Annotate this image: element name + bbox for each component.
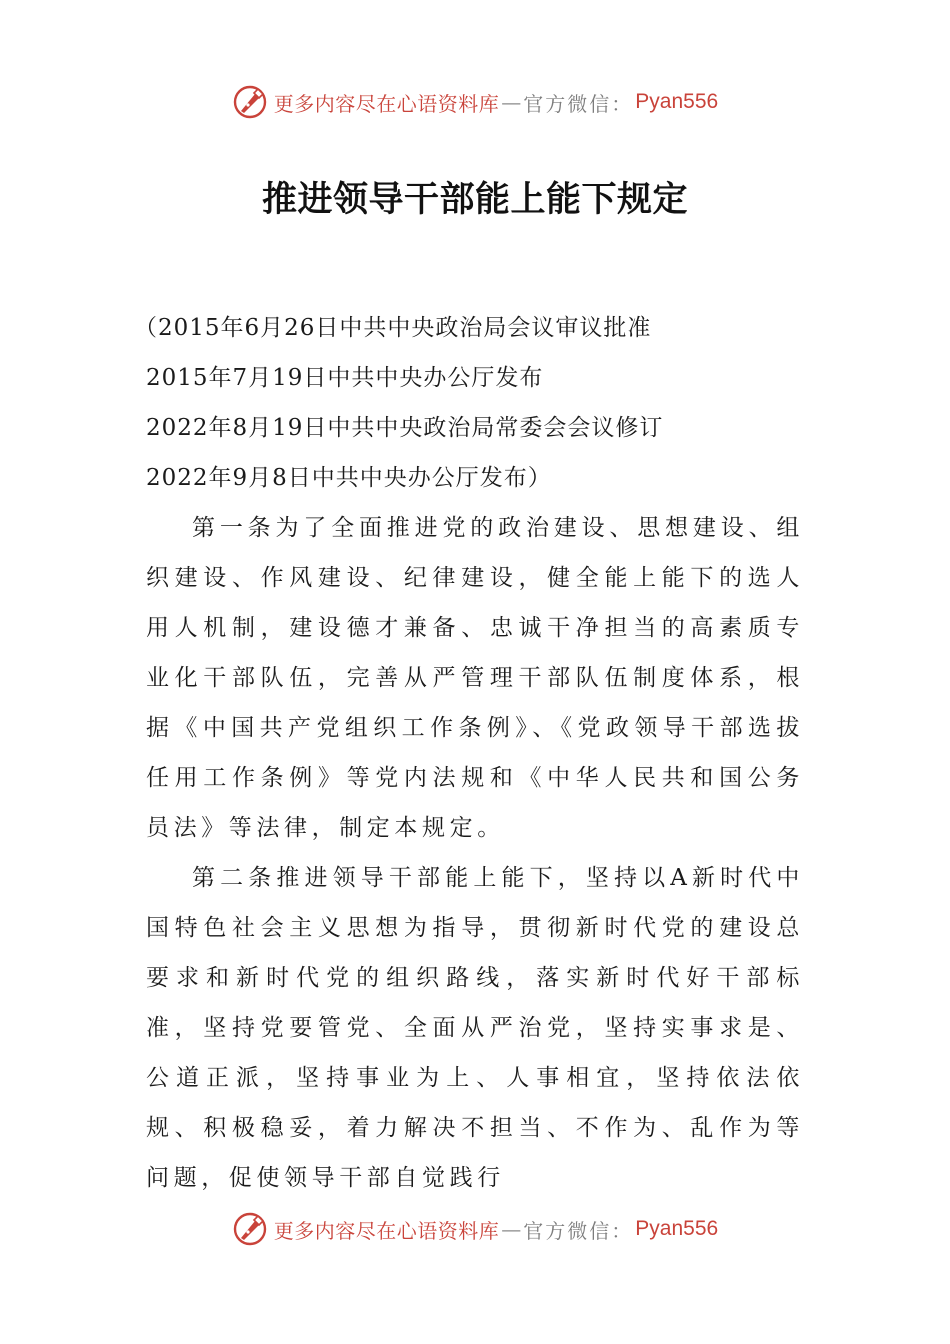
- pen-nib-icon: [232, 1211, 268, 1247]
- pen-nib-icon: [232, 84, 268, 120]
- watermark-wechat-label: 官方微信：: [523, 91, 634, 116]
- meta-line: 2022年8月19日中共中央政治局常委会会议修订: [146, 415, 664, 441]
- document-body: [134, 303, 804, 1203]
- meta-line: （2015年6月26日中共中央政治局会议审议批准: [134, 315, 652, 341]
- document-title: 推进领导干部能上能下规定: [261, 180, 688, 220]
- watermark-wechat-id: Pyan556: [635, 1217, 719, 1240]
- watermark-banner-bottom: [0, 1207, 950, 1251]
- article-paragraph: 第一条为了全面推进党的政治建设、思想建设、组织建设、作风建设、纪律建设，健全能上能下的选人用人机制，建设德才兼备、忠诚干净担当的高素质专业化干部队伍，完善从严管理干部队伍制度体系，根据《中国共产党组织工作条例》、《党政领导干部选拔任用工作条例》等党内法规和《中华人民共和国公务员法》等法律，制定本规定。: [146, 515, 804, 841]
- watermark-separator: —: [501, 1217, 522, 1241]
- meta-line: 2022年9月8日中共中央办公厅发布）: [146, 465, 552, 491]
- watermark-separator: —: [501, 90, 522, 114]
- watermark-banner-top: [0, 80, 950, 124]
- watermark-text: 更多内容尽在心语资料库: [273, 91, 500, 116]
- watermark-wechat-label: 官方微信：: [523, 1218, 634, 1243]
- watermark-text: 更多内容尽在心语资料库: [273, 1218, 500, 1243]
- article-paragraph: 第二条推进领导干部能上能下，坚持以A新时代中国特色社会主义思想为指导，贯彻新时代党的建设总要求和新时代党的组织路线，落实新时代好干部标准，坚持党要管党、全面从严治党，坚持实事求是、公道正派，坚持事业为上、人事相宜，坚持依法依规、积极稳妥，着力解决不担当、不作为、乱作为等问题，促使领导干部自觉践行: [146, 865, 804, 1191]
- watermark-wechat-id: Pyan556: [635, 90, 719, 113]
- meta-line: 2015年7月19日中共中央办公厅发布: [146, 365, 544, 391]
